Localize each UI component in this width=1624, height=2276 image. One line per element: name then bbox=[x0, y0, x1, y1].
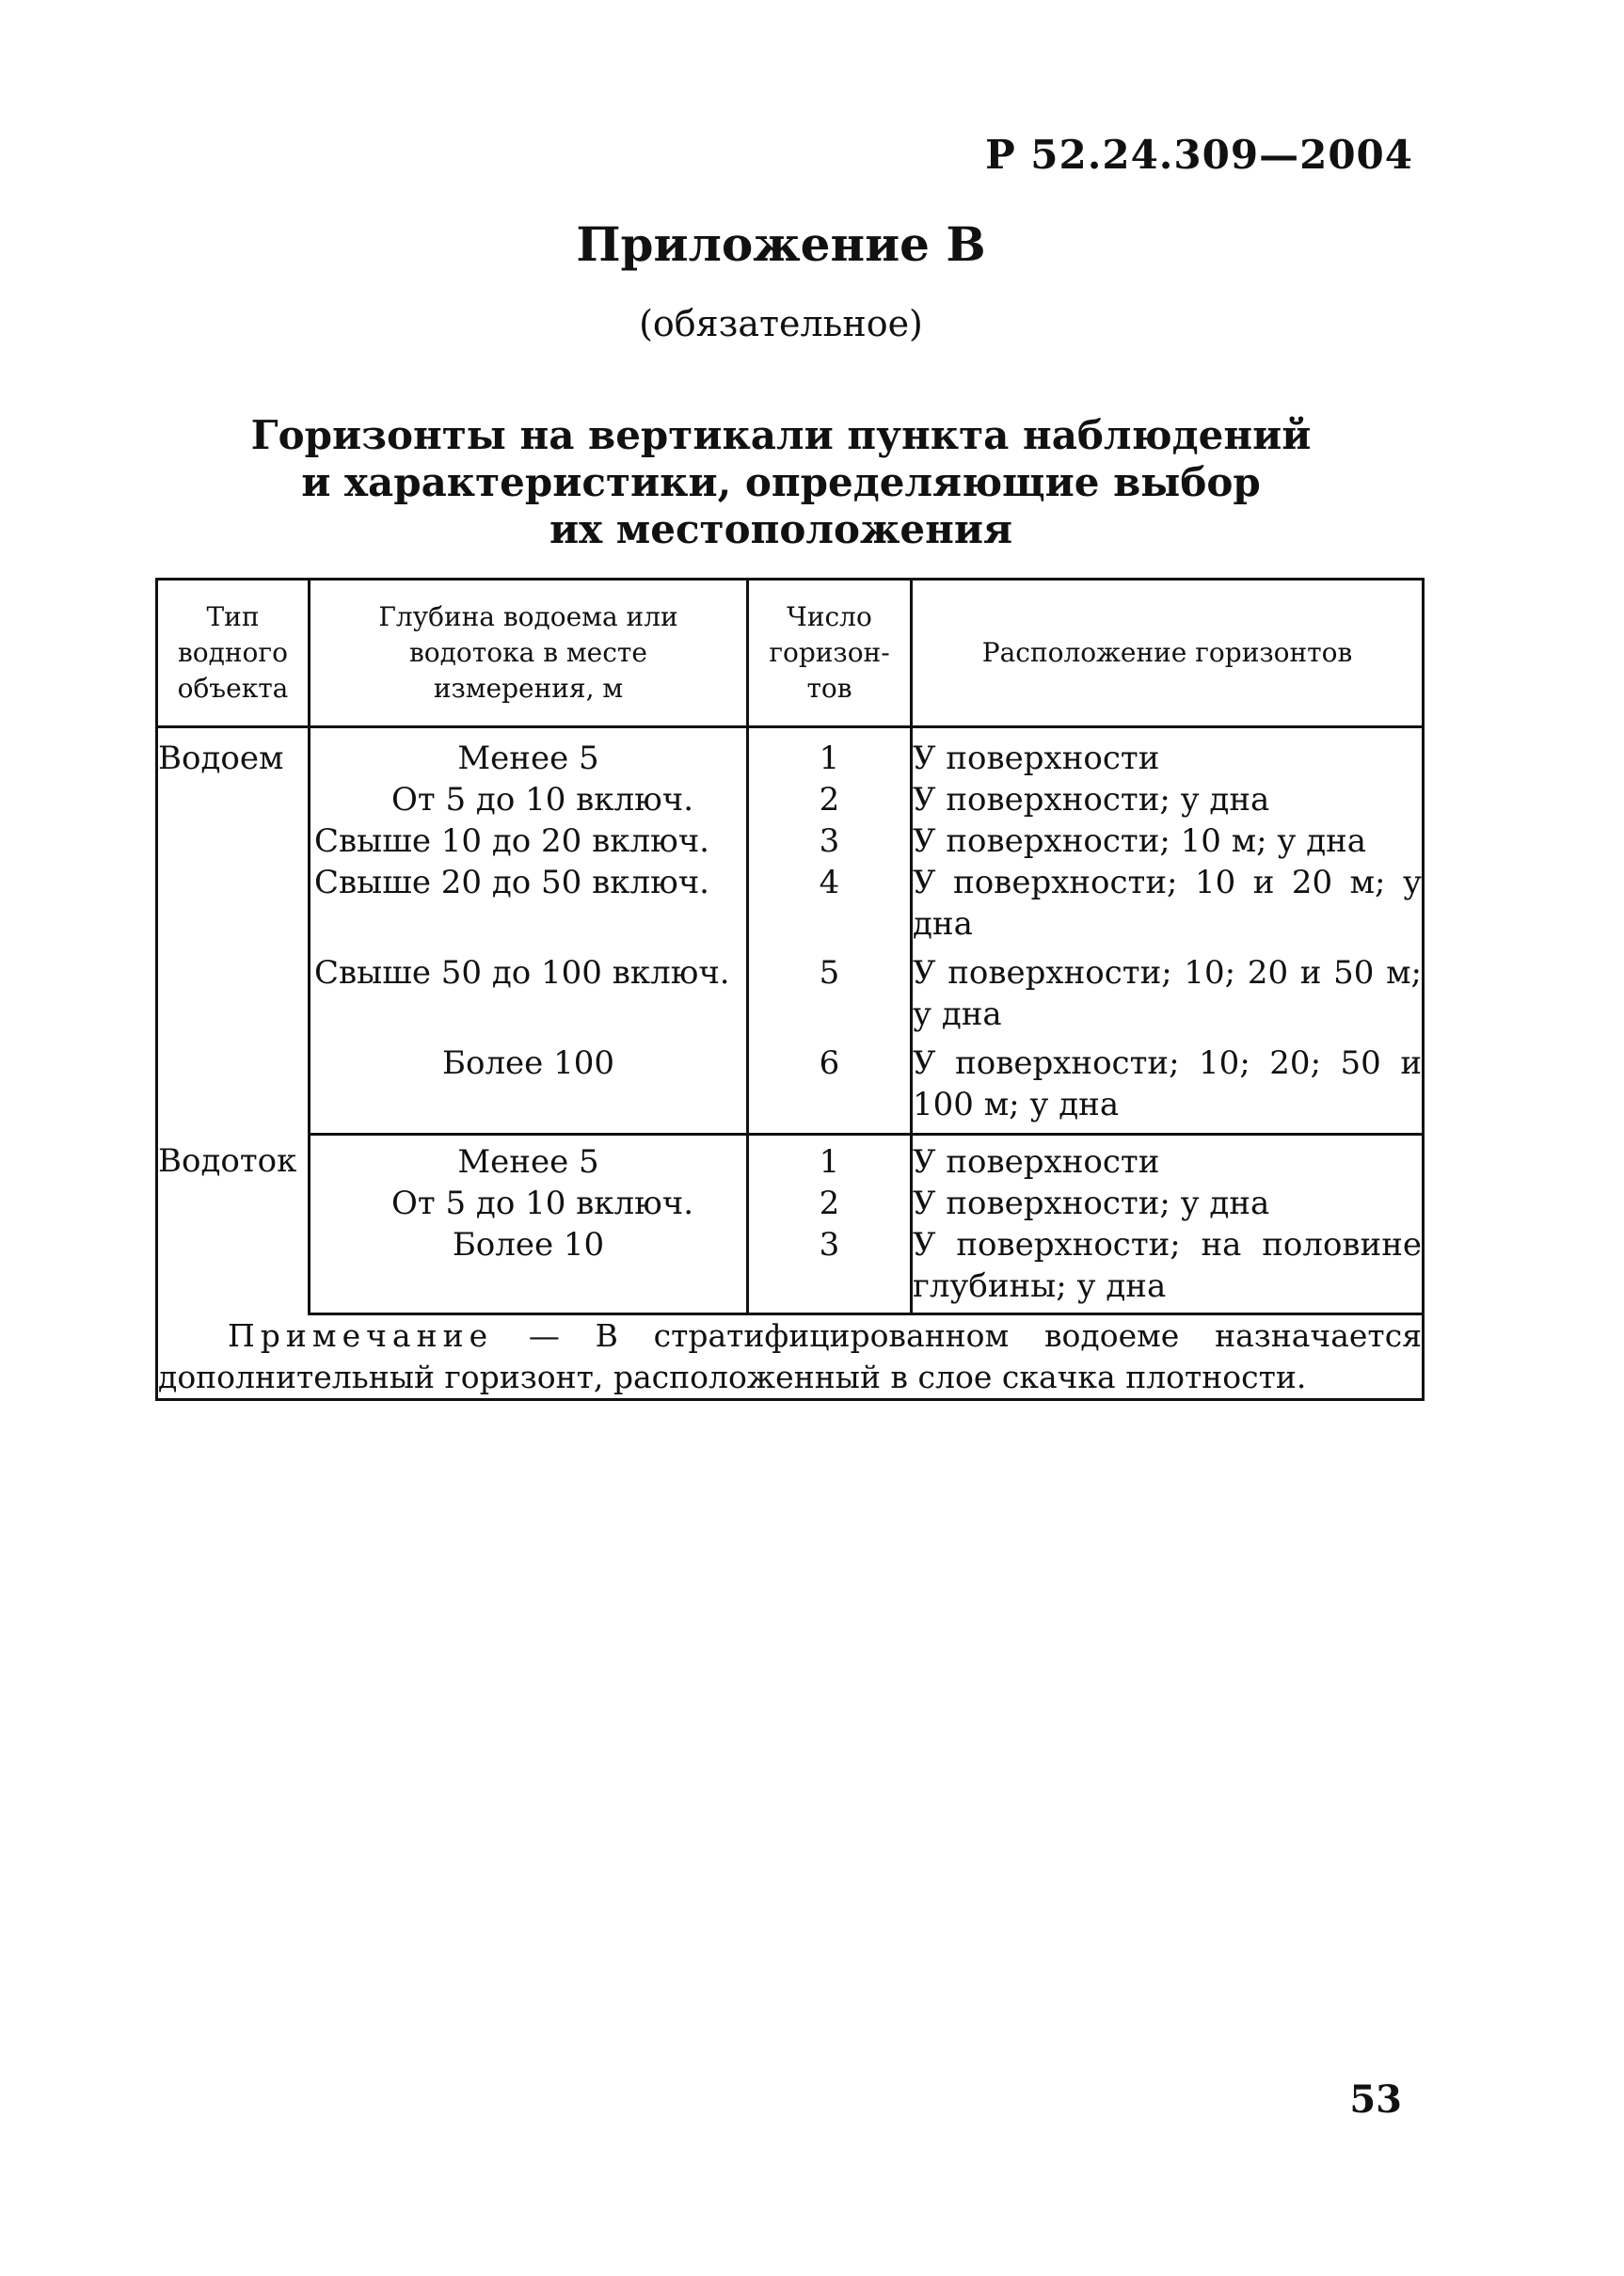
note-row bbox=[157, 1314, 1424, 1400]
header-row bbox=[157, 580, 1424, 727]
header-location: Расположение горизонтов bbox=[912, 580, 1424, 727]
note-label: Примечание bbox=[228, 1317, 494, 1354]
depth-cell: Свыше 50 до 100 включ. bbox=[310, 952, 748, 1043]
count-cell: 2 bbox=[748, 1183, 912, 1224]
appendix-kind: (обязательное) bbox=[639, 303, 923, 344]
count-cell: 4 bbox=[748, 862, 912, 952]
object-type-cell: Водоем bbox=[157, 727, 310, 1135]
depth-cell: Менее 5 bbox=[310, 727, 748, 780]
heading-line: и характеристики, определяющие выбор bbox=[301, 459, 1261, 505]
count-cell: 3 bbox=[748, 1224, 912, 1314]
table-row bbox=[157, 779, 1424, 820]
document-code: Р 52.24.309—2004 bbox=[985, 132, 1413, 178]
table-row bbox=[157, 1183, 1424, 1224]
count-cell: 6 bbox=[748, 1043, 912, 1135]
location-cell: У поверхности bbox=[912, 1135, 1424, 1184]
table-row bbox=[157, 952, 1424, 1043]
count-cell: 1 bbox=[748, 727, 912, 780]
note-text: — В стратифицированном водоеме назначается дополнительный горизонт, расположенный в слое скачка плотности. bbox=[158, 1317, 1422, 1395]
table-row bbox=[157, 1224, 1424, 1314]
location-cell: У поверхности; 10; 20 и 50 м; у дна bbox=[912, 952, 1424, 1043]
depth-cell: От 5 до 10 включ. bbox=[310, 779, 748, 820]
table-row bbox=[157, 862, 1424, 952]
table-row bbox=[157, 1043, 1424, 1135]
location-cell: У поверхности; на половине глубины; у дна bbox=[912, 1224, 1424, 1314]
location-cell: У поверхности; 10 м; у дна bbox=[912, 820, 1424, 862]
depth-cell: Свыше 10 до 20 включ. bbox=[310, 820, 748, 862]
table-heading bbox=[0, 412, 1562, 553]
appendix-title: Приложение В bbox=[576, 216, 986, 272]
object-type-cell: Водоток bbox=[157, 1135, 310, 1314]
table-row bbox=[157, 1135, 1424, 1184]
heading-line: их местоположения bbox=[549, 506, 1013, 552]
header-depth: Глубина водоема или водотока в месте измерения, м bbox=[310, 580, 748, 727]
depth-cell: Более 100 bbox=[310, 1043, 748, 1135]
depth-cell: Менее 5 bbox=[310, 1135, 748, 1184]
horizons-table bbox=[155, 578, 1425, 1401]
location-cell: У поверхности bbox=[912, 727, 1424, 780]
count-cell: 3 bbox=[748, 820, 912, 862]
note-cell bbox=[157, 1314, 1424, 1400]
table-row bbox=[157, 727, 1424, 780]
count-cell: 2 bbox=[748, 779, 912, 820]
header-type: Тип водного объекта bbox=[157, 580, 310, 727]
count-cell: 1 bbox=[748, 1135, 912, 1184]
location-cell: У поверхности; 10 и 20 м; у дна bbox=[912, 862, 1424, 952]
table-row bbox=[157, 820, 1424, 862]
location-cell: У поверхности; у дна bbox=[912, 779, 1424, 820]
location-cell: У поверхности; 10; 20; 50 и 100 м; у дна bbox=[912, 1043, 1424, 1135]
count-cell: 5 bbox=[748, 952, 912, 1043]
heading-line: Горизонты на вертикали пункта наблюдений bbox=[250, 412, 1312, 458]
depth-cell: От 5 до 10 включ. bbox=[310, 1183, 748, 1224]
depth-cell: Свыше 20 до 50 включ. bbox=[310, 862, 748, 952]
header-count: Число горизон-тов bbox=[748, 580, 912, 727]
depth-cell: Более 10 bbox=[310, 1224, 748, 1314]
page-number: 53 bbox=[1349, 2077, 1402, 2122]
location-cell: У поверхности; у дна bbox=[912, 1183, 1424, 1224]
